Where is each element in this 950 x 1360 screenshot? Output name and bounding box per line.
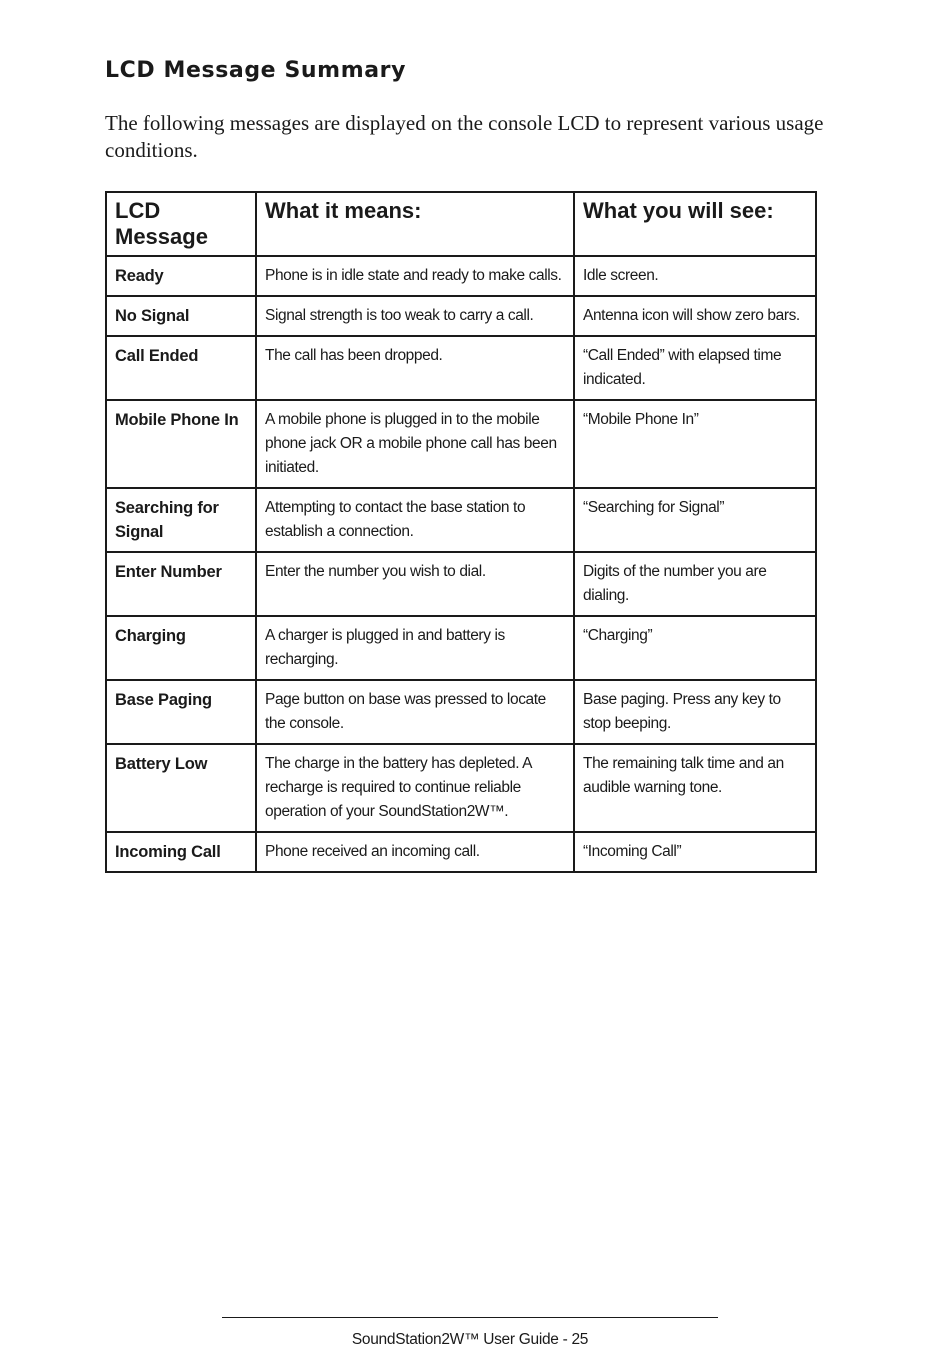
- intro-paragraph: The following messages are displayed on the console LCD to represent various usage conditions.: [105, 111, 824, 162]
- table-row: [106, 680, 816, 744]
- message-cell: Enter Number: [106, 552, 256, 616]
- page-footer: SoundStation2W™ User Guide - 25: [351, 1331, 589, 1348]
- display-cell: “Mobile Phone In”: [574, 400, 816, 488]
- meaning-cell: Enter the number you wish to dial.: [256, 552, 574, 616]
- display-cell: Idle screen.: [574, 256, 816, 296]
- display-cell: Digits of the number you are dialing.: [574, 552, 816, 616]
- lcd-message-table: [105, 191, 817, 873]
- display-cell: “Call Ended” with elapsed time indicated.: [574, 336, 816, 400]
- table-row: [106, 400, 816, 488]
- display-cell: Base paging. Press any key to stop beeping.: [574, 680, 816, 744]
- section-heading: LCD Message Summary: [105, 58, 407, 83]
- meaning-cell: The charge in the battery has depleted. A recharge is required to continue reliable operation of your SoundStation2W™.: [256, 744, 574, 832]
- footer-divider: [222, 1317, 718, 1318]
- meaning-cell: Phone received an incoming call.: [256, 832, 574, 872]
- meaning-cell: Signal strength is too weak to carry a call.: [256, 296, 574, 336]
- display-cell: “Searching for Signal”: [574, 488, 816, 552]
- display-cell: “Charging”: [574, 616, 816, 680]
- table-header-row: [106, 192, 816, 256]
- header-lcd-message: LCD Message: [106, 192, 256, 256]
- meaning-cell: The call has been dropped.: [256, 336, 574, 400]
- table-row: [106, 488, 816, 552]
- meaning-cell: A charger is plugged in and battery is recharging.: [256, 616, 574, 680]
- message-cell: Battery Low: [106, 744, 256, 832]
- message-cell: Mobile Phone In: [106, 400, 256, 488]
- header-what-it-means: What it means:: [256, 192, 574, 256]
- meaning-cell: Phone is in idle state and ready to make calls.: [256, 256, 574, 296]
- table-row: [106, 336, 816, 400]
- display-cell: Antenna icon will show zero bars.: [574, 296, 816, 336]
- message-cell: Call Ended: [106, 336, 256, 400]
- message-cell: Charging: [106, 616, 256, 680]
- display-cell: “Incoming Call”: [574, 832, 816, 872]
- message-cell: Base Paging: [106, 680, 256, 744]
- display-cell: The remaining talk time and an audible warning tone.: [574, 744, 816, 832]
- message-cell: Incoming Call: [106, 832, 256, 872]
- meaning-cell: A mobile phone is plugged in to the mobile phone jack OR a mobile phone call has been initiated.: [256, 400, 574, 488]
- meaning-cell: Attempting to contact the base station to establish a connection.: [256, 488, 574, 552]
- table-row: [106, 616, 816, 680]
- header-what-you-will-see: What you will see:: [574, 192, 816, 256]
- meaning-cell: Page button on base was pressed to locate the console.: [256, 680, 574, 744]
- message-cell: Ready: [106, 256, 256, 296]
- table-row: [106, 832, 816, 872]
- table-row: [106, 552, 816, 616]
- message-cell: No Signal: [106, 296, 256, 336]
- table-row: [106, 256, 816, 296]
- message-cell: Searching for Signal: [106, 488, 256, 552]
- table-row: [106, 296, 816, 336]
- table-row: [106, 744, 816, 832]
